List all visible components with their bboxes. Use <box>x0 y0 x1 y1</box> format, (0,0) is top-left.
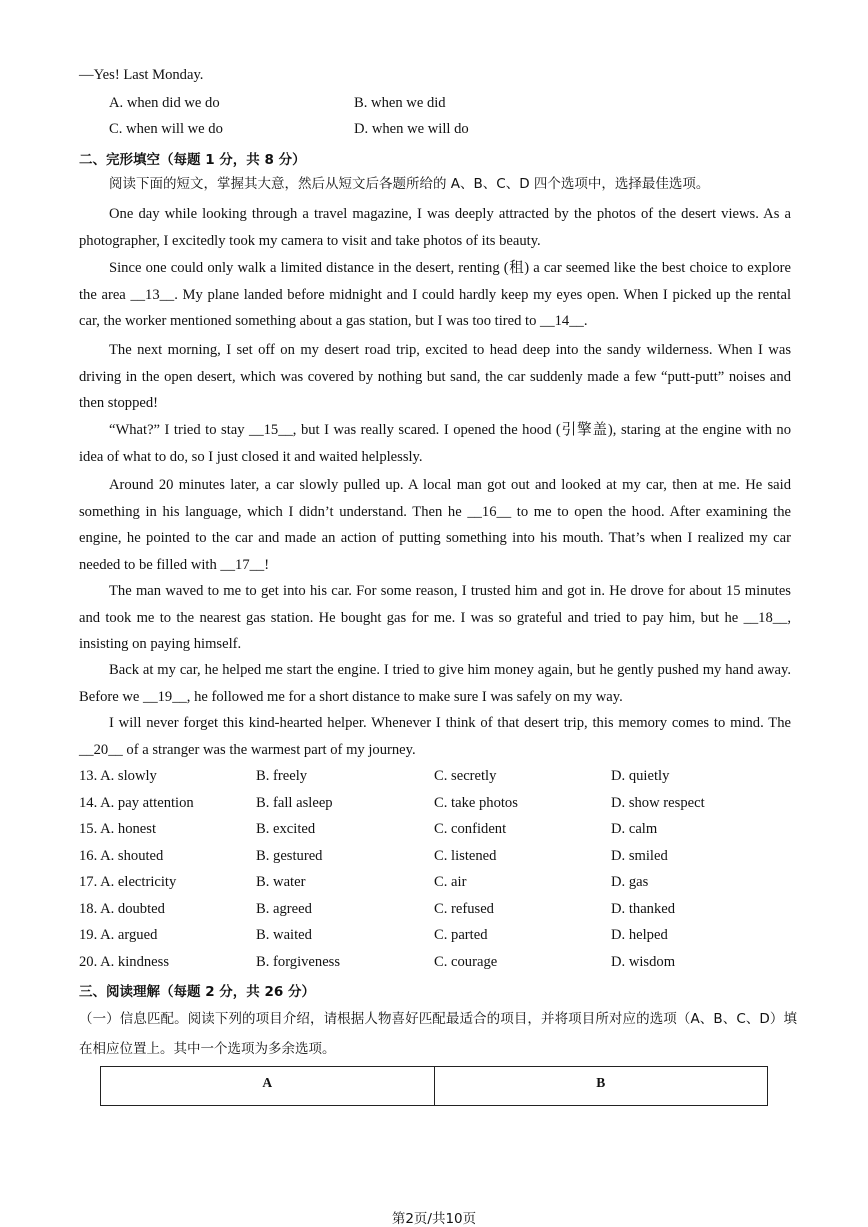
option-14-b: B. fall asleep <box>256 795 333 811</box>
table-header-b: B <box>434 1067 768 1106</box>
option-19-d: D. helped <box>611 927 668 943</box>
cloze-options-16 <box>0 848 868 870</box>
option-15-c: C. confident <box>434 821 507 837</box>
option-17-d: D. gas <box>611 874 649 890</box>
option-16-b: B. gestured <box>256 848 323 864</box>
section2-instruction: 阅读下面的短文，掌握其大意，然后从短文后各题所给的 A、B、C、D 四个选项中，选择最佳选项。 <box>109 176 710 192</box>
cloze-options-15 <box>0 821 868 843</box>
option-16-d: D. smiled <box>611 848 668 864</box>
option-16-c: C. listened <box>434 848 497 864</box>
q12-option-a: A. when did we do <box>109 95 220 111</box>
option-15-d: D. calm <box>611 821 658 837</box>
cloze-options-17 <box>0 874 868 896</box>
option-20-b: B. forgiveness <box>256 954 341 970</box>
cloze-options-13 <box>0 768 868 790</box>
section3-heading: 三、阅读理解（每题 2 分，共 26 分） <box>79 984 315 1000</box>
section3-sub-instruction: （一）信息匹配。阅读下列的项目介绍，请根据人物喜好匹配最适合的项目，并将项目所对应的选项（A、B、C、D）填在相应位置上。其中一个选项为多余选项。 <box>79 1011 797 1057</box>
q12-option-d: D. when we will do <box>354 121 469 137</box>
option-15-a: 15. A. honest <box>79 821 157 837</box>
option-17-c: C. air <box>434 874 467 890</box>
option-19-b: B. waited <box>256 927 312 943</box>
option-14-a: 14. A. pay attention <box>79 795 194 811</box>
cloze-options-20 <box>0 954 868 976</box>
q12-option-b: B. when we did <box>354 95 446 111</box>
page-footer: 第2页/共10页 <box>391 1211 477 1227</box>
q12-answer-line: —Yes! Last Monday. <box>79 67 204 83</box>
option-14-c: C. take photos <box>434 795 518 811</box>
q12-option-c: C. when will we do <box>109 121 223 137</box>
passage-paragraph-4: “What?” I tried to stay __15__, but I was really scared. I opened the hood (引擎盖), staring at the engine with no idea of what to do, so I just closed it and waited helplessly. <box>79 422 791 465</box>
option-13-d: D. quietly <box>611 768 670 784</box>
option-15-b: B. excited <box>256 821 316 837</box>
passage-paragraph-1: One day while looking through a travel magazine, I was deeply attracted by the photos of the desert views. As a photographer, I excitedly took my camera to visit and take photos of its beauty. <box>79 206 791 249</box>
cloze-options-19 <box>0 927 868 949</box>
option-17-b: B. water <box>256 874 306 890</box>
option-13-c: C. secretly <box>434 768 497 784</box>
cloze-options-14 <box>0 795 868 817</box>
option-19-c: C. parted <box>434 927 488 943</box>
passage-paragraph-5: Around 20 minutes later, a car slowly pulled up. A local man got out and looked at my car, then at me. He said something in his language, which I didn’t understand. Then he __16__ to me to open the hood. After examining the engine, he pointed to the car and made an action of putting something into his mouth. That’s when I realized my car needed to be filled with __17__! <box>79 477 791 573</box>
table-header-a: A <box>101 1067 435 1106</box>
option-18-a: 18. A. doubted <box>79 901 165 917</box>
passage-paragraph-7: Back at my car, he helped me start the engine. I tried to give him money again, but he gently pushed my hand away. Before we __19__, he followed me for a short distance to make sure I was safely on my way. <box>79 662 791 705</box>
option-13-a: 13. A. slowly <box>79 768 157 784</box>
section2-heading: 二、完形填空（每题 1 分，共 8 分） <box>79 152 306 168</box>
passage-paragraph-3: The next morning, I set off on my desert road trip, excited to head deep into the sandy wilderness. When I was driving in the open desert, which was covered by nothing but sand, the car suddenly made a few “putt-putt” noises and then stopped! <box>79 342 791 411</box>
passage-paragraph-6: The man waved to me to get into his car. For some reason, I trusted him and got in. He drove for about 15 minutes and took me to the nearest gas station. He bought gas for me. I was so grateful and tried to pay him, but he __18__, insisting on paying himself. <box>79 583 791 652</box>
option-20-a: 20. A. kindness <box>79 954 169 970</box>
cloze-options-18 <box>0 901 868 923</box>
option-20-c: C. courage <box>434 954 498 970</box>
option-18-d: D. thanked <box>611 901 676 917</box>
option-14-d: D. show respect <box>611 795 705 811</box>
passage-paragraph-2: Since one could only walk a limited distance in the desert, renting (租) a car seemed like the best choice to explore the area __13__. My plane landed before midnight and I could hardly keep my eyes open. When I picked up the rental car, the worker mentioned something about a gas station, but I was too tired to __14__. <box>79 260 791 329</box>
option-16-a: 16. A. shouted <box>79 848 164 864</box>
option-13-b: B. freely <box>256 768 308 784</box>
option-19-a: 19. A. argued <box>79 927 158 943</box>
option-20-d: D. wisdom <box>611 954 676 970</box>
option-18-b: B. agreed <box>256 901 312 917</box>
passage-paragraph-8: I will never forget this kind-hearted helper. Whenever I think of that desert trip, this memory comes to mind. The __20__ of a stranger was the warmest part of my journey. <box>79 715 791 758</box>
option-17-a: 17. A. electricity <box>79 874 177 890</box>
matching-table <box>100 1066 768 1106</box>
option-18-c: C. refused <box>434 901 494 917</box>
